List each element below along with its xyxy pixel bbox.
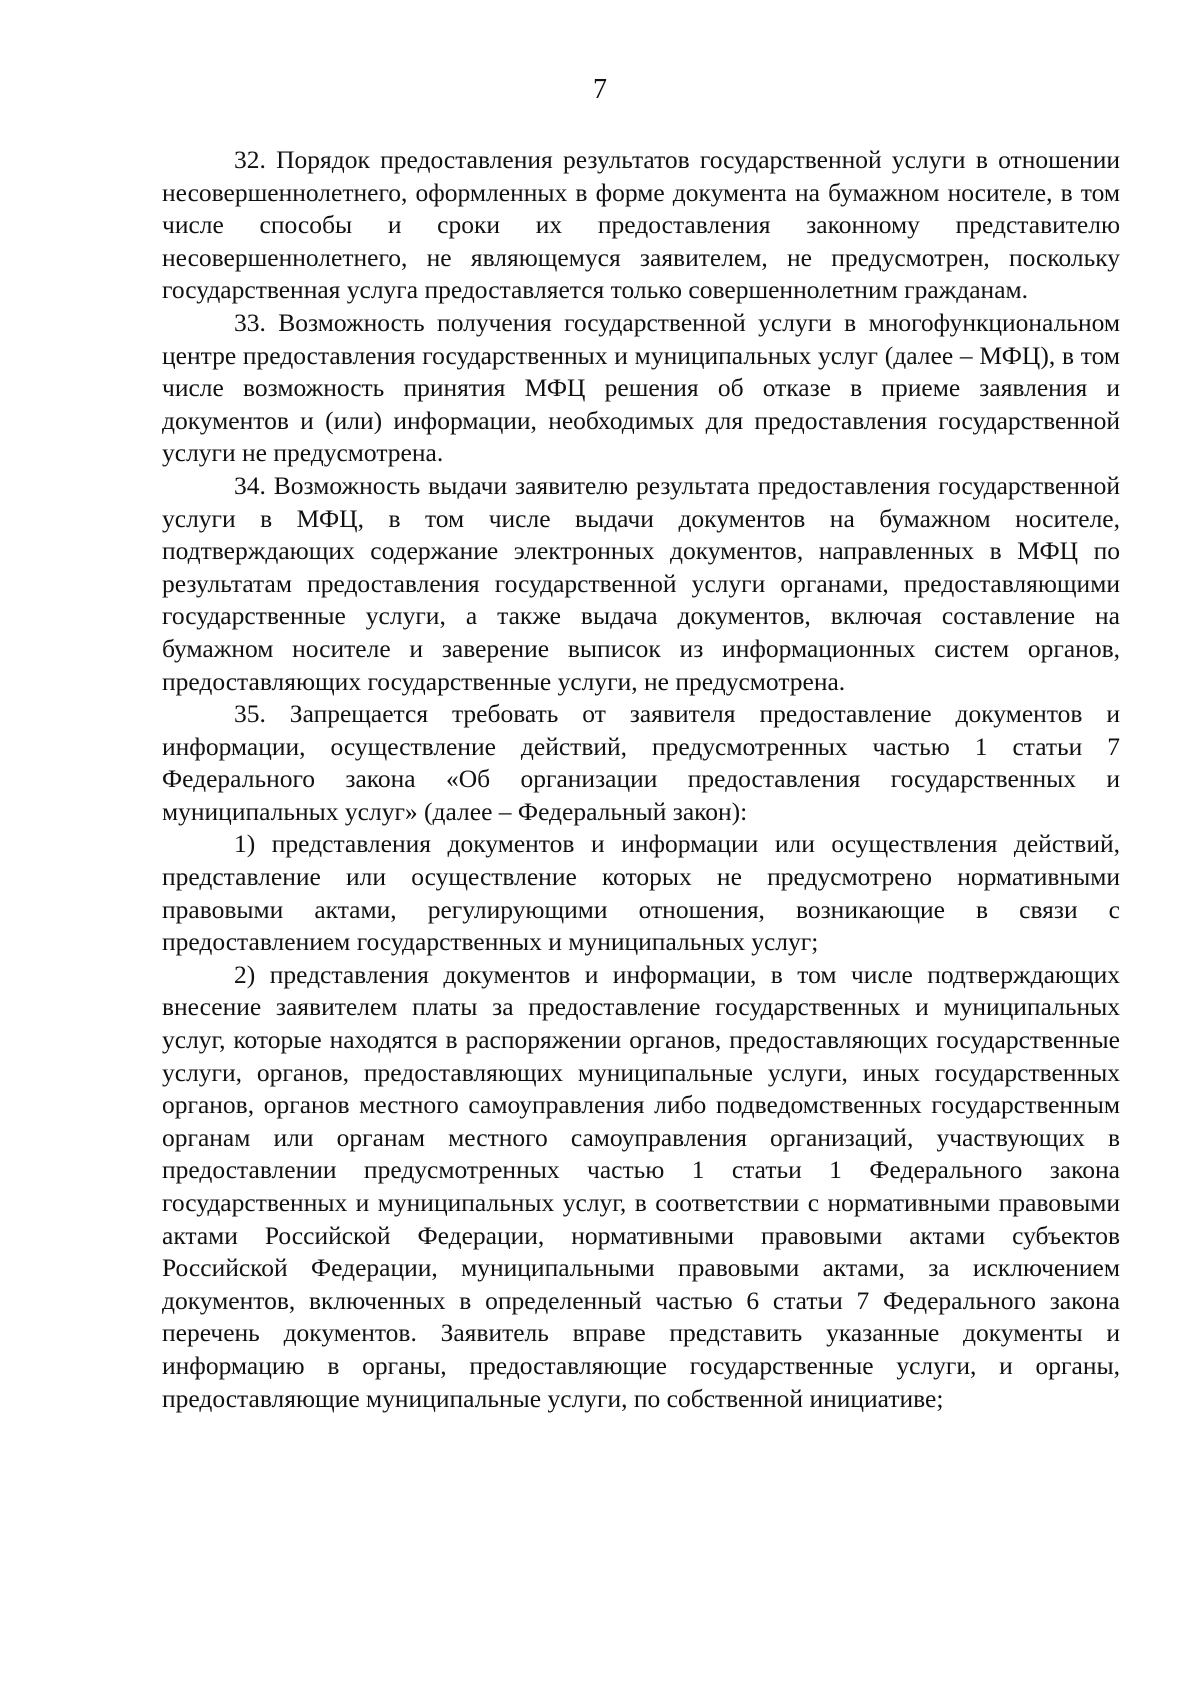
paragraph-32: 32. Порядок предоставления результатов государственной услуги в отношении несовершеннолетнего, оформленных в форме документа на бумажном носителе, в том числе способы и сроки их предоставления законному представителю несовершеннолетнего, не являющемуся заявителем, не предусмотрен, поскольку государственная услуга предоставляется только совершеннолетним гражданам. (162, 145, 1120, 305)
paragraph-35: 35. Запрещается требовать от заявителя предоставление документов и информации, осуществление действий, предусмотренных частью 1 статьи 7 Федерального закона «Об организации предоставления государственных и муниципальных услуг» (далее – Федеральный закон): (162, 699, 1120, 826)
paragraph-33: 33. Возможность получения государственной услуги в многофункциональном центре предоставления государственных и муниципальных услуг (далее – МФЦ), в том числе возможность принятия МФЦ решения об отказе в приеме заявления и документов и (или) информации, необходимых для предоставления государственной услуги не предусмотрена. (162, 307, 1120, 468)
document-body (162, 144, 1120, 1415)
paragraph-35-item-1: 1) представления документов и информации или осуществления действий, представление или осуществление которых не предусмотрено нормативными правовыми актами, регулирующими отношения, возникающие в связи с предоставлением государственных и муниципальных услуг; (162, 829, 1120, 957)
paragraph-35-item-2: 2) представления документов и информации, в том числе подтверждающих внесение заявителем платы за предоставление государственных и муниципальных услуг, которые находятся в распоряжении органов, предоставляющих государственные услуги, органов, предоставляющих муниципальные услуги, иных государственных органов, органов местного самоуправления либо подведомственных государственным органам или органам местного самоуправления организаций, участвующих в предоставлении предусмотренных частью 1 статьи 1 Федерального закона государственных и муниципальных услуг, в соответствии с нормативными правовыми актами Российской Федерации, нормативными правовыми актами субъектов Российской Федерации, муниципальными правовыми актами, за исключением документов, включенных в определенный частью 6 статьи 7 Федерального закона перечень документов. Заявитель вправе представить указанные документы и информацию в органы, предоставляющие государственные услуги, и органы, предоставляющие муниципальные услуги, по собственной инициативе; (162, 959, 1120, 1413)
paragraph-34: 34. Возможность выдачи заявителю результата предоставления государственной услуги в МФЦ, в том числе выдачи документов на бумажном носителе, подтверждающих содержание электронных документов, направленных в МФЦ по результатам предоставления государственной услуги органами, предоставляющими государственные услуги, а также выдача документов, включая составление на бумажном носителе и заверение выписок из информационных систем органов, предоставляющих государственные услуги, не предусмотрена. (162, 470, 1120, 696)
page-number: 7 (593, 74, 607, 105)
